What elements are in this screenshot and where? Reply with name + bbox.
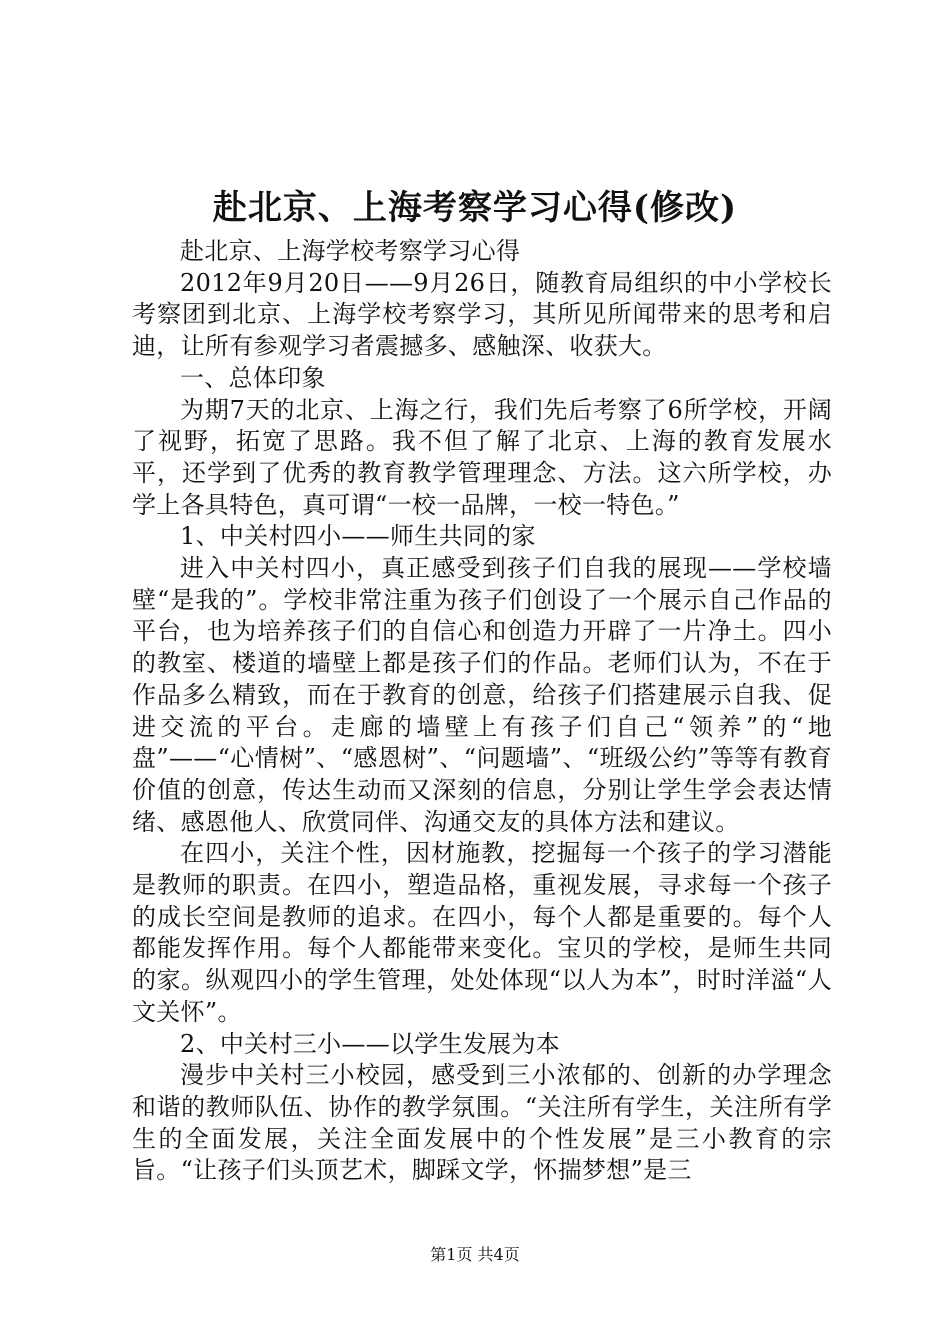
section-heading-overall: 一、总体印象 [180, 363, 326, 392]
paragraph-school-three: 漫步中关村三小校园，感受到三小浓郁的、创新的办学理念和谐的教师队伍、协作的教学氛围。“关注所有学生，关注所有学生的全面发展，关注全面发展中的个性发展”是三小教育的宗旨。“让孩子们头顶艺术，脚踩文学，怀揣梦想”是三 [132, 1061, 832, 1185]
section-heading-school-four: 1、中关村四小——师生共同的家 [180, 522, 536, 551]
paragraph-school-four-care: 在四小，关注个性，因材施教，挖掘每一个孩子的学习潜能是教师的职责。在四小，塑造品格，重视发展，寻求每一个孩子的成长空间是教师的追求。在四小，每个人都是重要的。每个人都能发挥作用。每个人都能带来变化。宝贝的学校，是师生共同的家。纵观四小的学生管理，处处体现“以人为本”，时时洋溢“人文关怀”。 [132, 839, 832, 1026]
page-footer: 第1页 共4页 [430, 1245, 520, 1264]
paragraph-subtitle: 赴北京、上海学校考察学习心得 [180, 237, 521, 265]
paragraph-school-four-walls: 进入中关村四小，真正感受到孩子们自我的展现——学校墙壁“是我的”。学校非常注重为孩子们创设了一个展示自己作品的平台，也为培养孩子们的自信心和创造力开辟了一片净土。四小的教室、楼道的墙壁上都是孩子们的作品。老师们认为，不在于作品多么精致，而在于教育的创意，给孩子们搭建展示自我、促进交流的平台。走廊的墙壁上有孩子们自己“领养”的“地盘”——“心情树”、“感恩树”、“问题墙”、“班级公约”等等有教育价值的创意，传达生动而又深刻的信息，分别让学生学会表达情绪、感恩他人、欣赏同伴、沟通交友的具体方法和建议。 [132, 554, 832, 836]
section-heading-school-three: 2、中关村三小——以学生发展为本 [180, 1029, 561, 1058]
document-title: 赴北京、上海考察学习心得(修改) [212, 188, 738, 228]
paragraph-overall: 为期7天的北京、上海之行，我们先后考察了6所学校，开阔了视野，拓宽了思路。我不但了解了北京、上海的教育发展水平，还学到了优秀的教育教学管理理念、方法。这六所学校，办学上各具特色，真可谓“一校一品牌，一校一特色。” [132, 395, 832, 519]
paragraph-intro: 2012年9月20日——9月26日，随教育局组织的中小学校长考察团到北京、上海学校考察学习，其所见所闻带来的思考和启迪，让所有参观学习者震撼多、感触深、收获大。 [132, 268, 832, 361]
document-body [132, 236, 832, 1187]
